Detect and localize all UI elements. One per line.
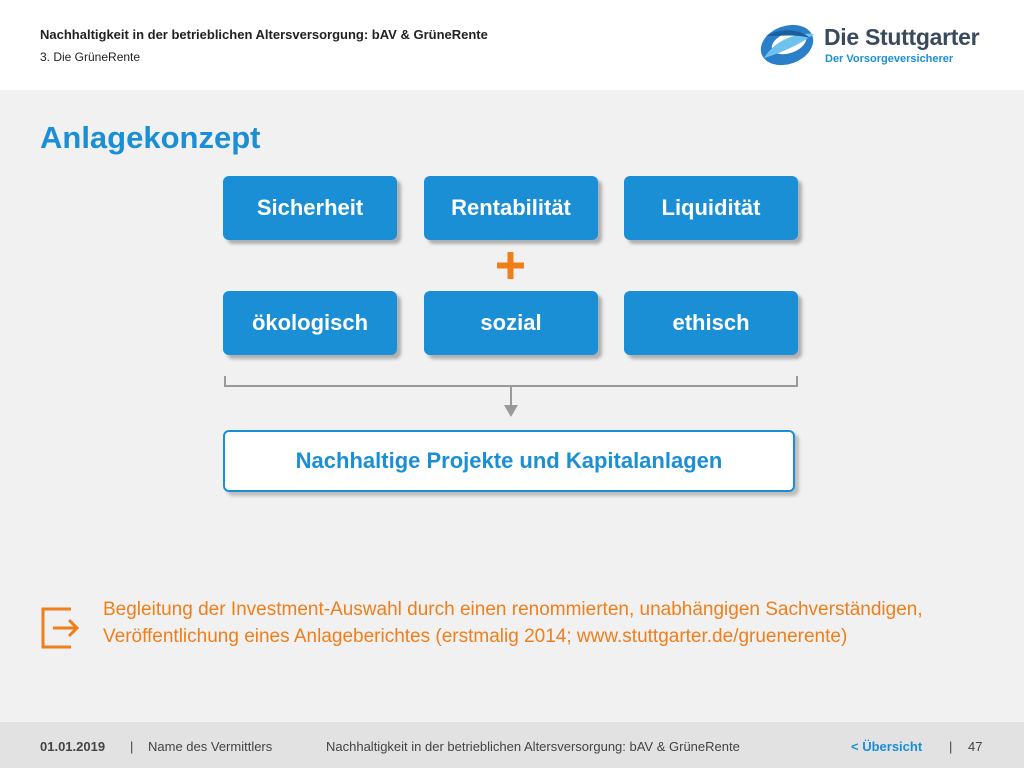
slide-title: Anlagekonzept — [40, 120, 261, 155]
footer-agent: Name des Vermittlers — [148, 739, 273, 754]
footer-date: 01.01.2019 — [40, 739, 106, 754]
arrow-right-box-icon — [40, 606, 84, 650]
footer-separator: | — [130, 739, 134, 754]
header-bar — [0, 0, 1024, 90]
box-ethisch: ethisch — [624, 291, 798, 355]
box-liquiditaet: Liquidität — [624, 176, 798, 240]
stuttgarter-swirl-icon — [756, 18, 818, 73]
box-sicherheit: Sicherheit — [223, 176, 397, 240]
bracket-arrow-icon — [222, 372, 802, 422]
box-oekologisch: ökologisch — [223, 291, 397, 355]
box-rentabilitaet: Rentabilität — [424, 176, 598, 240]
header-subtitle: 3. Die GrüneRente — [40, 50, 141, 64]
overview-link[interactable]: < Übersicht — [851, 739, 923, 754]
footer-topic: Nachhaltigkeit in der betrieblichen Altersversorgung: bAV & GrüneRente — [326, 739, 740, 754]
footer-bar — [0, 722, 1024, 768]
result-box: Nachhaltige Projekte und Kapitalanlagen — [223, 430, 795, 492]
page-number: 47 — [968, 739, 983, 754]
header-title: Nachhaltigkeit in der betrieblichen Altersversorgung: bAV & GrüneRente — [40, 27, 488, 42]
box-sozial: sozial — [424, 291, 598, 355]
logo-tagline: Der Vorsorgeversicherer — [825, 53, 954, 65]
company-logo — [756, 18, 996, 73]
note-text: Begleitung der Investment-Auswahl durch einen renommierten, unabhängigen Sachverständigen, Veröffentlichung eines Anlageberichtes (erstmalig 2014; www.stuttgarter.de/gruenerente) — [103, 599, 923, 647]
footer-separator-2: | — [949, 739, 953, 754]
logo-name: Die Stuttgarter — [824, 24, 980, 50]
plus-icon — [497, 252, 524, 279]
